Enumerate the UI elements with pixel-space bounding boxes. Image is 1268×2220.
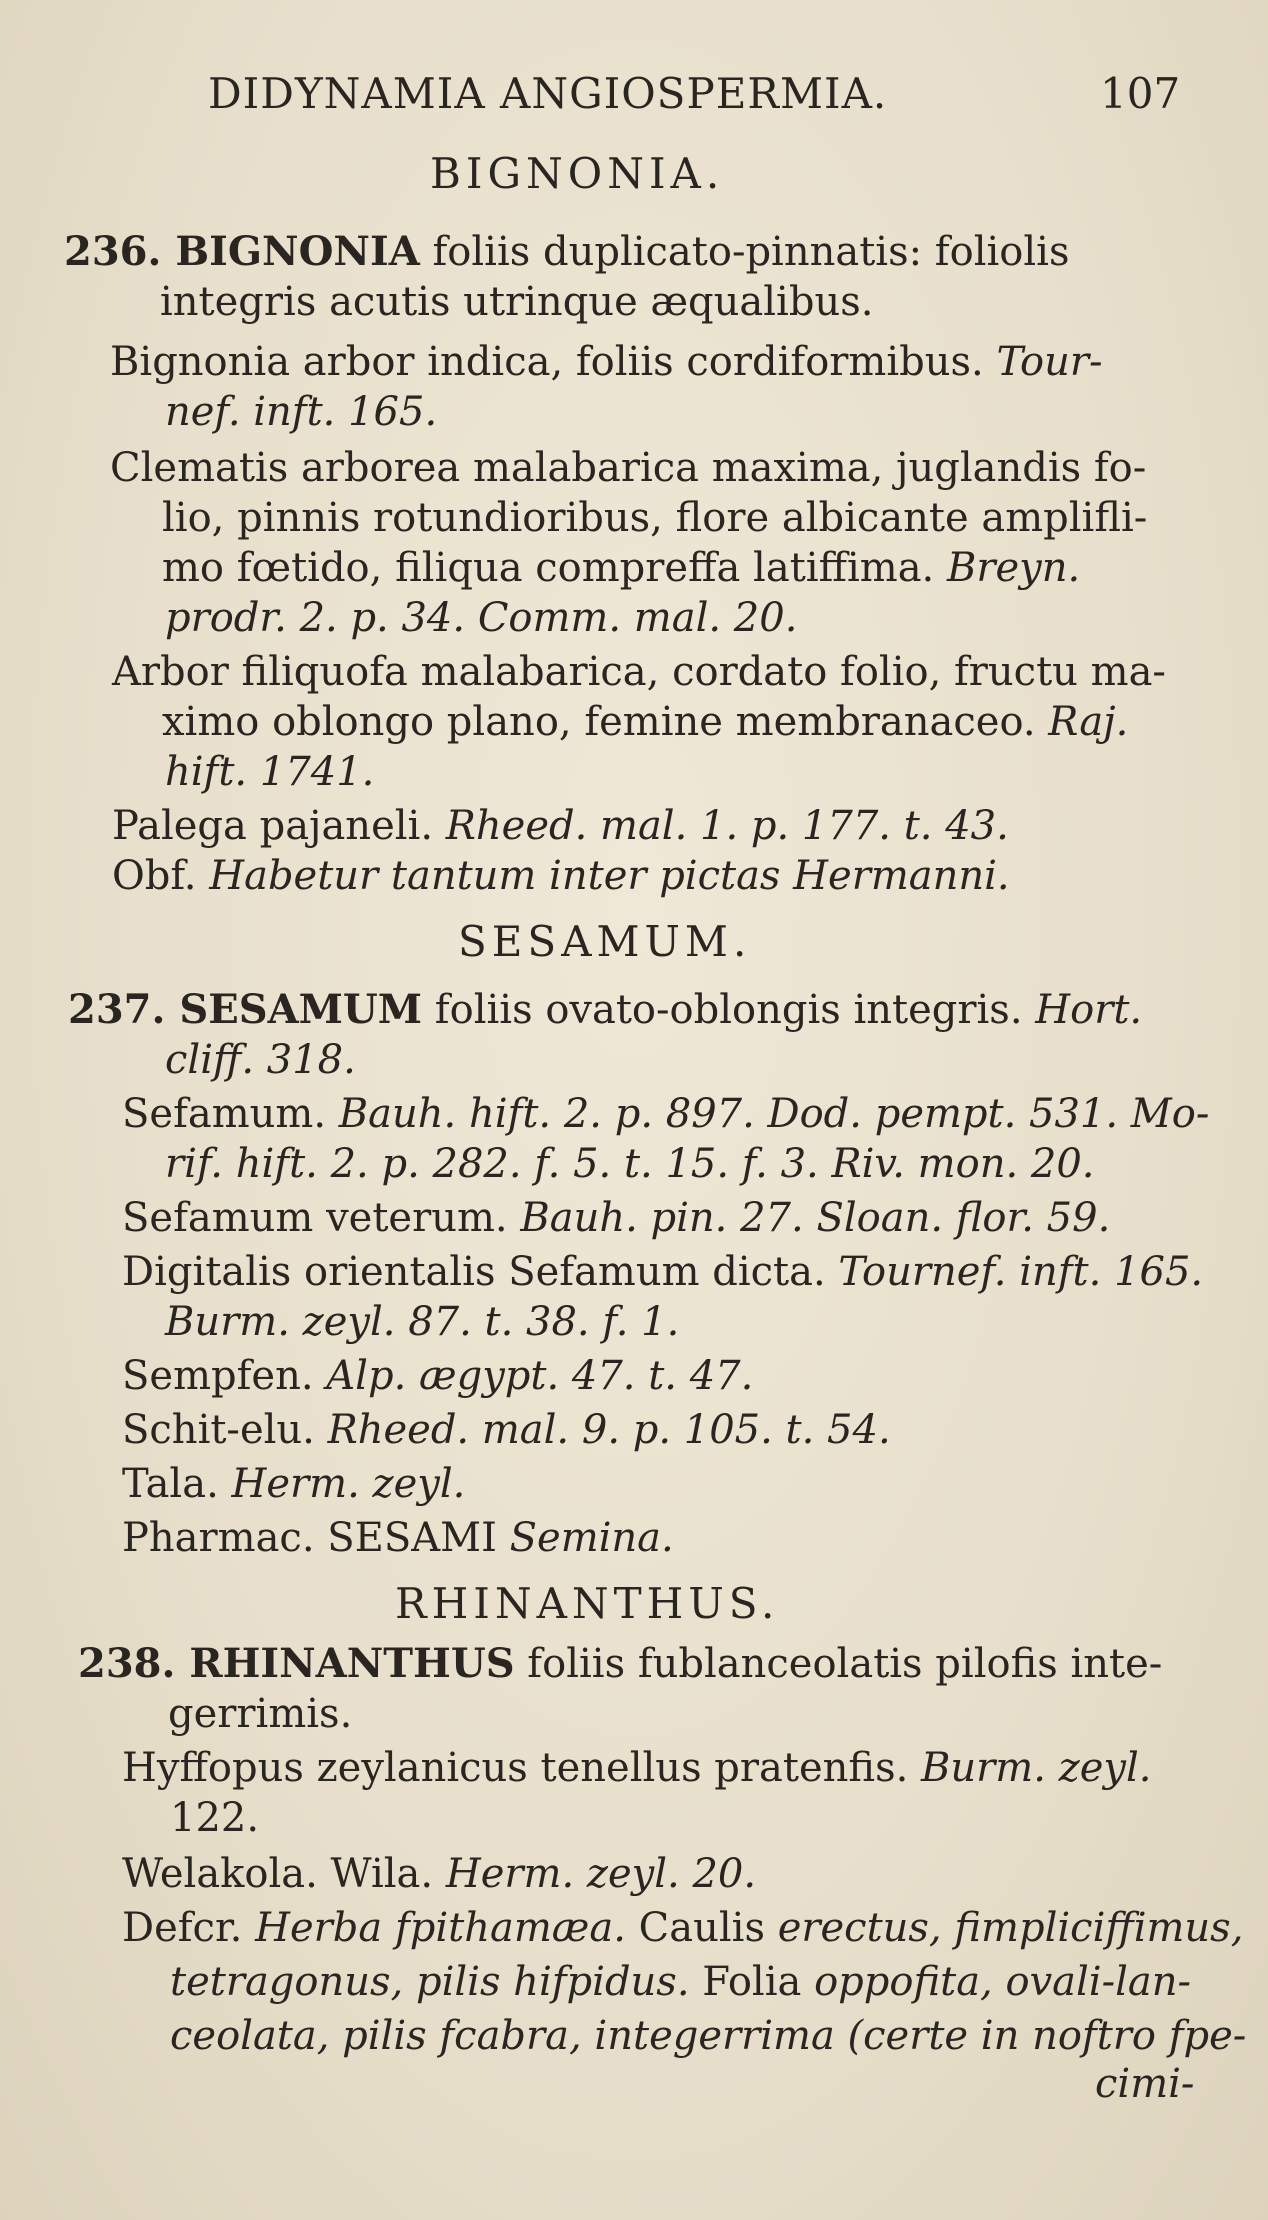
synonym-line: Sefamum veterum. Bauh. pin. 27. Sloan. flor. 59. [122,1195,1111,1241]
synonym-line: Arbor filiquofa malabarica, cordato folio, fructu ma- [112,649,1166,695]
citation-line: cliff. 318. [165,1037,356,1083]
running-header: DIDYNAMIA ANGIOSPERMIA. [208,69,888,118]
synonym-line: Schit-elu. Rheed. mal. 9. p. 105. t. 54. [122,1407,891,1453]
citation-line: prodr. 2. p. 34. Comm. mal. 20. [165,595,798,641]
synonym-line: mo fœtido, filiqua compreffa latiffima. Breyn. [162,545,1081,591]
section-heading-bignonia: BIGNONIA. [430,149,725,198]
citation-line: Burm. zeyl. 87. t. 38. f. 1. [165,1299,680,1345]
synonym-line: Sefamum. Bauh. hift. 2. p. 897. Dod. pempt. 531. Mo- [122,1091,1210,1137]
synonym-line: Bignonia arbor indica, foliis cordiformibus. Tour- [110,339,1103,385]
citation-line: hift. 1741. [165,749,375,795]
citation-line: 122. [170,1795,260,1841]
section-heading-rhinanthus: RHINANTHUS. [395,1579,780,1628]
description-line: tetragonus, pilis hifpidus. Folia oppofita, ovali-lan- [170,1959,1192,2005]
synonym-line: Tala. Herm. zeyl. [122,1461,466,1507]
synonym-line: Hyffopus zeylanicus tenellus pratenfis. Burm. zeyl. [122,1745,1152,1791]
synonym-line: Digitalis orientalis Sefamum dicta. Tournef. inft. 165. [122,1249,1204,1295]
entry-236-line-1: 236. BIGNONIA foliis duplicato-pinnatis: foliolis [64,228,1070,275]
synonym-line: Welakola. Wila. Herm. zeyl. 20. [122,1851,757,1897]
synonym-line: Palega pajaneli. Rheed. mal. 1. p. 177. t. 43. [112,803,1009,849]
entry-237-line-1: 237. SESAMUM foliis ovato-oblongis integris. Hort. [68,986,1143,1033]
description-line: Defcr. Herba fpithamæa. Caulis erectus, fimpliciffimus, [122,1905,1244,1951]
pharmacy-line: Pharmac. SESAMI Semina. [122,1515,674,1561]
synonym-line: ximo oblongo plano, femine membranaceo. Raj. [162,699,1129,745]
catchword: cimi- [1095,2061,1195,2107]
page-number: 107 [1100,69,1181,118]
synonym-line: Clematis arborea malabarica maxima, juglandis fo- [110,445,1147,491]
section-heading-sesamum: SESAMUM. [458,917,752,966]
entry-238-line-1: 238. RHINANTHUS foliis fublanceolatis pilofis inte- [78,1640,1163,1687]
description-line: ceolata, pilis fcabra, integerrima (certe in noftro fpe- [170,2013,1247,2059]
citation-line: nef. inft. 165. [165,389,438,435]
observation-line: Obf. Habetur tantum inter pictas Hermanni. [112,853,1010,899]
citation-line: rif. hift. 2. p. 282. f. 5. t. 15. f. 3. Riv. mon. 20. [165,1141,1095,1187]
entry-236-line-2: integris acutis utrinque æqualibus. [160,279,874,325]
entry-238-line-2: gerrimis. [168,1691,353,1737]
synonym-line: Sempfen. Alp. ægypt. 47. t. 47. [122,1353,754,1399]
synonym-line: lio, pinnis rotundioribus, flore albicante amplifli- [162,495,1148,541]
